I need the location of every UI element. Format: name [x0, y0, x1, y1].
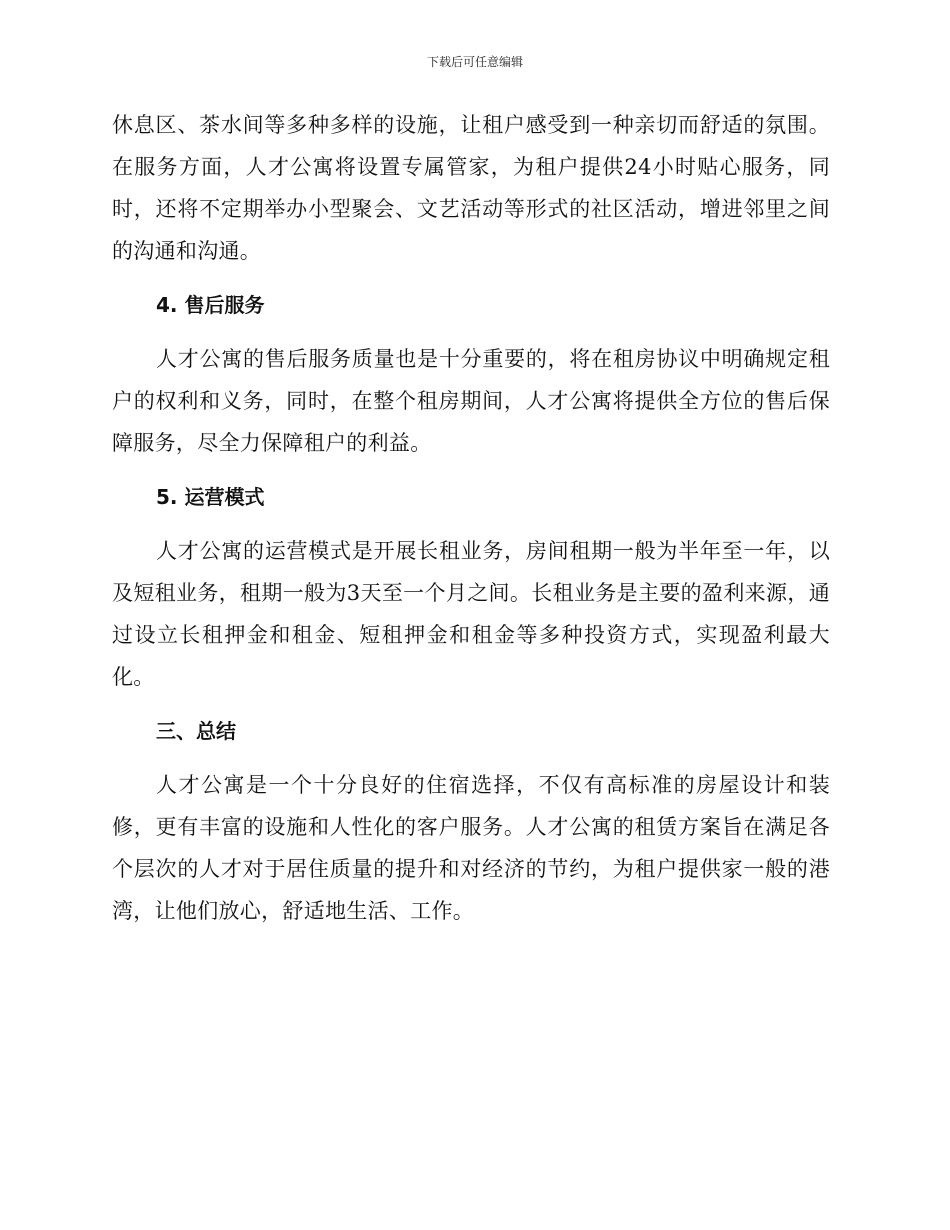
document-body	[112, 104, 830, 932]
header-note: 下载后可任意编辑	[426, 55, 523, 69]
paragraph-summary: 人才公寓是一个十分良好的住宿选择，不仅有高标准的房屋设计和装修，更有丰富的设施和人性化的客户服务。人才公寓的租赁方案旨在满足各个层次的人才对于居住质量的提升和对经济的节约，为租户提供家一般的港湾，让他们放心，舒适地生活、工作。	[112, 773, 830, 923]
paragraph-operation-model: 人才公寓的运营模式是开展长租业务，房间租期一般为半年至一年，以及短租业务，租期一般为3天至一个月之间。长租业务是主要的盈利来源，通过设立长租押金和租金、短租押金和租金等多种投资方式，实现盈利最大化。	[112, 539, 830, 689]
section-heading-after-sales: 4. 售后服务	[156, 293, 265, 317]
paragraph-facilities-services: 休息区、茶水间等多种多样的设施，让租户感受到一种亲切而舒适的氛围。在服务方面，人才公寓将设置专属管家，为租户提供24小时贴心服务，同时，还将不定期举办小型聚会、文艺活动等形式的社区活动，增进邻里之间的沟通和沟通。	[112, 113, 830, 263]
paragraph-after-sales: 人才公寓的售后服务质量也是十分重要的，将在租房协议中明确规定租户的权利和义务，同时，在整个租房期间，人才公寓将提供全方位的售后保障服务，尽全力保障租户的利益。	[112, 347, 830, 455]
section-heading-operation-model: 5. 运营模式	[156, 485, 265, 509]
section-heading-summary: 三、总结	[156, 719, 236, 743]
